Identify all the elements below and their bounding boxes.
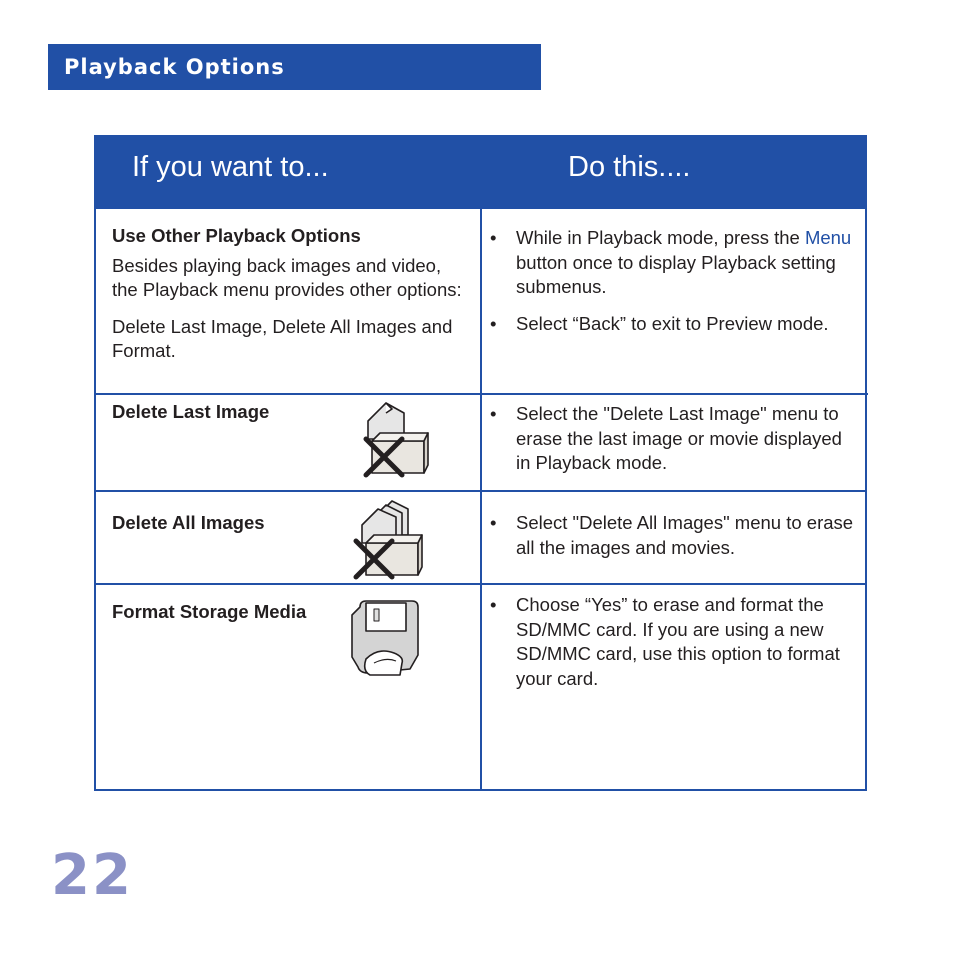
- row-instructions: [490, 402, 860, 488]
- column-divider: [480, 137, 482, 789]
- row-divider: [96, 490, 865, 492]
- instruction-text: Choose “Yes” to erase and format the SD/MMC card. If you are using a new SD/MMC card, use this option to format your card.: [516, 594, 840, 689]
- row-instructions: [490, 593, 860, 703]
- bullet-point: •: [490, 512, 497, 533]
- instruction-text: While in Playback mode, press the: [516, 227, 805, 248]
- page-number: 22: [51, 843, 133, 908]
- row-description: Delete Last Image, Delete All Images and Format.: [112, 315, 453, 361]
- section-title: Playback Options: [64, 55, 285, 79]
- instruction-item: [490, 312, 860, 337]
- bullet-point: •: [490, 227, 497, 248]
- section-banner: [48, 44, 541, 90]
- instruction-text: button once to display Playback setting submenus.: [516, 251, 836, 297]
- menu-button-name: Menu: [804, 227, 852, 248]
- delete-all-images-icon: [348, 497, 434, 581]
- row-title: Delete All Images: [112, 512, 265, 533]
- instruction-item: [490, 402, 860, 476]
- row-use-other-options: [112, 224, 462, 364]
- row-instructions: [490, 511, 860, 572]
- instruction-item: [490, 511, 860, 560]
- instruction-item: [490, 593, 860, 691]
- sd-card-icon: [348, 597, 422, 677]
- delete-single-image-icon: [358, 399, 430, 479]
- instruction-text: Select "Delete All Images" menu to erase all the images and movies.: [516, 512, 854, 558]
- row-title: Use Other Playback Options: [112, 225, 361, 246]
- header-do-this: Do this....: [568, 151, 691, 183]
- row-divider: [96, 583, 865, 585]
- bullet-point: •: [490, 594, 497, 615]
- bullet-point: •: [490, 312, 497, 334]
- instruction-text: Select “Back” to exit to Preview mode.: [516, 312, 829, 334]
- header-if-you-want: If you want to...: [132, 151, 329, 183]
- instruction-item: [490, 226, 860, 300]
- row-instructions: [490, 226, 860, 348]
- row-divider: [96, 393, 868, 395]
- instruction-text: Select the "Delete Last Image" menu to erase the last image or movie displayed in Playback mode.: [516, 403, 842, 473]
- row-title: Delete Last Image: [112, 401, 270, 422]
- bullet-point: •: [490, 403, 497, 424]
- row-title: Format Storage Media: [112, 601, 307, 622]
- options-table: [94, 135, 867, 791]
- row-description: Besides playing back images and video, the Playback menu provides other options:: [112, 254, 462, 300]
